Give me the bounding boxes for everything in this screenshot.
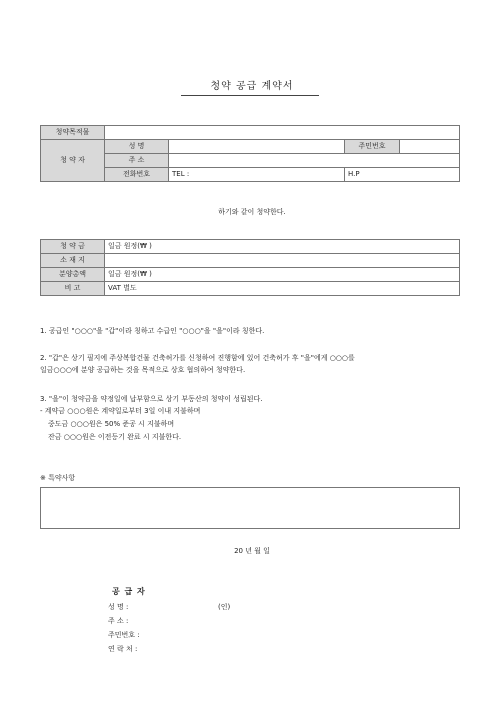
- clause-3-deposit: - 계약금 ○○○원은 계약일로부터 3일 이내 지불하며: [40, 407, 201, 415]
- clause-3: 3. "을"이 청약금을 약정일에 납부함으로 상기 부동산의 청약이 성립된다.: [40, 395, 263, 403]
- clause-2: 2. "갑"은 상기 필지에 주상복합건물 건축허가를 신청하여 진행함에 있어 건축허가 후 "을"에게 ○○○를: [40, 354, 355, 362]
- note-value[interactable]: VAT 별도: [105, 282, 460, 296]
- total-label: 분양총액: [41, 268, 105, 282]
- location-label: 소 재 지: [41, 254, 105, 268]
- address-value[interactable]: [169, 154, 460, 168]
- title-underline: [181, 95, 319, 96]
- phone-label: 전화번호: [105, 168, 169, 182]
- intro-sentence: 하기와 같이 청약한다.: [218, 208, 286, 216]
- id-label: 주민번호: [345, 140, 400, 153]
- clause-3-middle: 중도금 ○○○원은 50% 준공 시 지불하며: [48, 420, 175, 428]
- supplier-name-label: 성 명 :: [108, 603, 129, 611]
- note-label: 비 고: [41, 282, 105, 296]
- location-value[interactable]: [105, 254, 460, 268]
- supplier-id-label: 주민번호 :: [108, 631, 140, 639]
- purpose-label: 청약목적물: [41, 126, 105, 140]
- special-terms-box[interactable]: [40, 487, 460, 529]
- special-terms-label: ※ 특약사항: [40, 474, 76, 482]
- supplier-address-label: 주 소 :: [108, 617, 129, 625]
- deposit-value[interactable]: 일금 원정(₩ ): [105, 240, 460, 254]
- clause-2-cont: 일금○○○에 분양 공급하는 것을 목적으로 상호 협의하여 청약한다.: [40, 366, 246, 374]
- purpose-value[interactable]: [105, 126, 460, 140]
- supplier-contact-label: 연 락 처 :: [108, 645, 138, 653]
- supplier-heading: 공 급 자: [112, 587, 146, 596]
- total-value[interactable]: 일금 원정(₩ ): [105, 268, 460, 282]
- applicant-table: [40, 125, 460, 182]
- document-title: 청약 공급 계약서: [210, 81, 294, 92]
- name-label: 성 명: [105, 140, 169, 154]
- deposit-label: 청 약 금: [41, 240, 105, 254]
- name-value[interactable]: [169, 140, 345, 154]
- clause-1: 1. 공급인 "○○○"을 "갑"이라 칭하고 수급인 "○○○"을 "을"이라 칭한다.: [40, 327, 265, 335]
- supplier-seal: (인): [218, 603, 231, 611]
- id-value[interactable]: [400, 140, 459, 153]
- tel-value[interactable]: TEL :: [169, 168, 345, 182]
- date-line: 20 년 월 일: [234, 547, 270, 555]
- id-cell: [345, 140, 460, 154]
- clause-3-balance: 잔금 ○○○원은 이전등기 완료 시 지불한다.: [48, 433, 182, 441]
- price-table: [40, 239, 460, 296]
- applicant-label: 청 약 자: [41, 140, 105, 182]
- hp-value[interactable]: H.P: [345, 168, 460, 182]
- address-label: 주 소: [105, 154, 169, 168]
